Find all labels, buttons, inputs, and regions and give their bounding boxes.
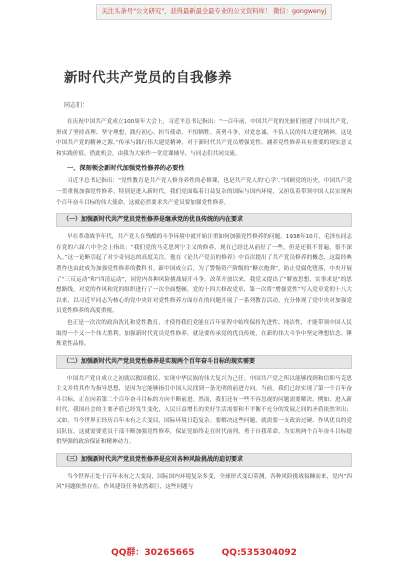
section-heading-1: 一、深刻领会新时代加强党性修养的必要性 [67, 165, 185, 173]
header-banner: 关注头条号"公文研究"，获得最新最全最专业的公文资料库！ 微信：gongwenyj [96, 4, 332, 20]
section1-paragraph: 习近平总书记指出：“党性教育是共产党人修身养性的必修课，也是共产党人的‘心学’。”回顾党的历史，中国共产党一贯重视加强党性修养。特别是进入新时代，我们党面临着日益复杂的国际与国内环境，又担负着带领中国人民实现两个百年奋斗目标的伟大使命，这就必然要求共产党员要加强党性修养。 [56, 178, 352, 206]
contact-footer [0, 545, 408, 558]
qq-text: QQ:535304092 [221, 548, 297, 558]
sub1-paragraph: 也正是一次次的政治洗礼和党性教育，才使得我们党能在百年征程中始终保持先进性、纯洁性，才能带领中国人民取得一个又一个伟大胜利。加强新时代党员党性修养，就是要传承党的优良传统，在新的伟大斗争中坚定理想信念、锤炼党性品格。 [56, 319, 352, 348]
subsection-heading-1: （一）加强新时代共产党员党性修养是继承党的优良传统的内在要求 [56, 213, 352, 227]
sub2-paragraph: 中国共产党自成立之初就以救国救民、实现中华民族的伟大复兴为己任。中国共产党之所以能够找到和信仰马克思主义并将其作为指导思想，是因为它能够指引中国人民找到一条光明的前进方向。当前，我们已经实现了第一个百年奋斗目标，正在向着第二个百年奋斗目标的方向不断前进。然而，我们还有一些不容忽视的问题需要解决。例如，进入新时代，我国社会的主要矛盾已经发生变化，人民日益增长的美好生活需要和不平衡不充分的发展之间的矛盾依然突出；又如，当今世界正经历百年未有之大变局，国际环境日趋复杂。要解决这些问题，就需要一支政治过硬、作风优良的党员队伍。这就需要党员干部不断加强党性修养，保证党始终走在时代前列，勇于自我革命，为实现两个百年奋斗目标提供坚强的政治保证和精神动力。 [56, 375, 352, 446]
sub1-paragraph: 早在革命战争年代，共产党人在残酷的斗争环境中就开始注重如何加强党性修养的问题。1938年10月，毛泽东同志在党的六届六中全会上指出：“我们党的马克思列宁主义的修养，现在已经比从前好了一些，但是还很不普遍，很不深入。”这一论断引起了对少奇同志的高度关注。他在《论共产党员的修养》中首次提出了共产党员修养的概念，这篇经典著作也由此成为加强党性修养的教科书。新中国成立后，为了警惕资产阶级的“糖衣炮弹”，防止党腐化堕落，中央开展了“三反运动”和“四清运动”，同党内各种风险挑战展开斗争。改革开放以来，我党又提出了“解放思想，实事求是”的思想路线，对党的作风和党的组织进行了一次全面整顿，党的十四大修改党章，第一次将“增强党性”写入党章党的十八大以来，以习近平同志为核心的党中央针对党性修养方面存在的问题开展了一系列教育活动，充分体现了党中央对加强党员党性修养的高度重视。 [56, 234, 352, 315]
intro-paragraph: 在庆祝中国共产党成立100周年大会上，习近平总书记指出：“一百年前，中国共产党的先驱们创建了中国共产党，形成了坚持真理、坚守理想，践行初心、担当使命，不怕牺牲、英勇斗争，对党忠诚、不负人民的伟大建党精神，这是中国共产党的精神之源。”传承与践行伟大建党精神，对于新时代共产党员增强党性、涵养党性修养具有重要的现实意义和实践价值。借此机会，由我为大家作一堂党课辅导，与同志们共同交流。 [56, 119, 352, 157]
salutation: 同志们： [64, 102, 89, 109]
sub3-paragraph: 当今世界正处于百年未有之大变局，国际国内环境复杂多变，全球形式变幻莫测，各种风险挑战接踵而来，党内“四风”问题依然存在，作风建设任务依然艰巨，这些问题与 [56, 473, 352, 491]
subsection-heading-2: （二）加强新时代共产党员党性修养是实现两个百年奋斗目标的现实需要 [56, 355, 352, 369]
document-title: 新时代共产党员的自我修养 [64, 70, 232, 86]
qq-group-text: QQ群：30265665 [111, 548, 195, 558]
document-body [56, 66, 352, 494]
subsection-heading-3: （三）加强新时代共产党员党性修养是应对各种风险挑战的迫切要求 [56, 453, 352, 467]
